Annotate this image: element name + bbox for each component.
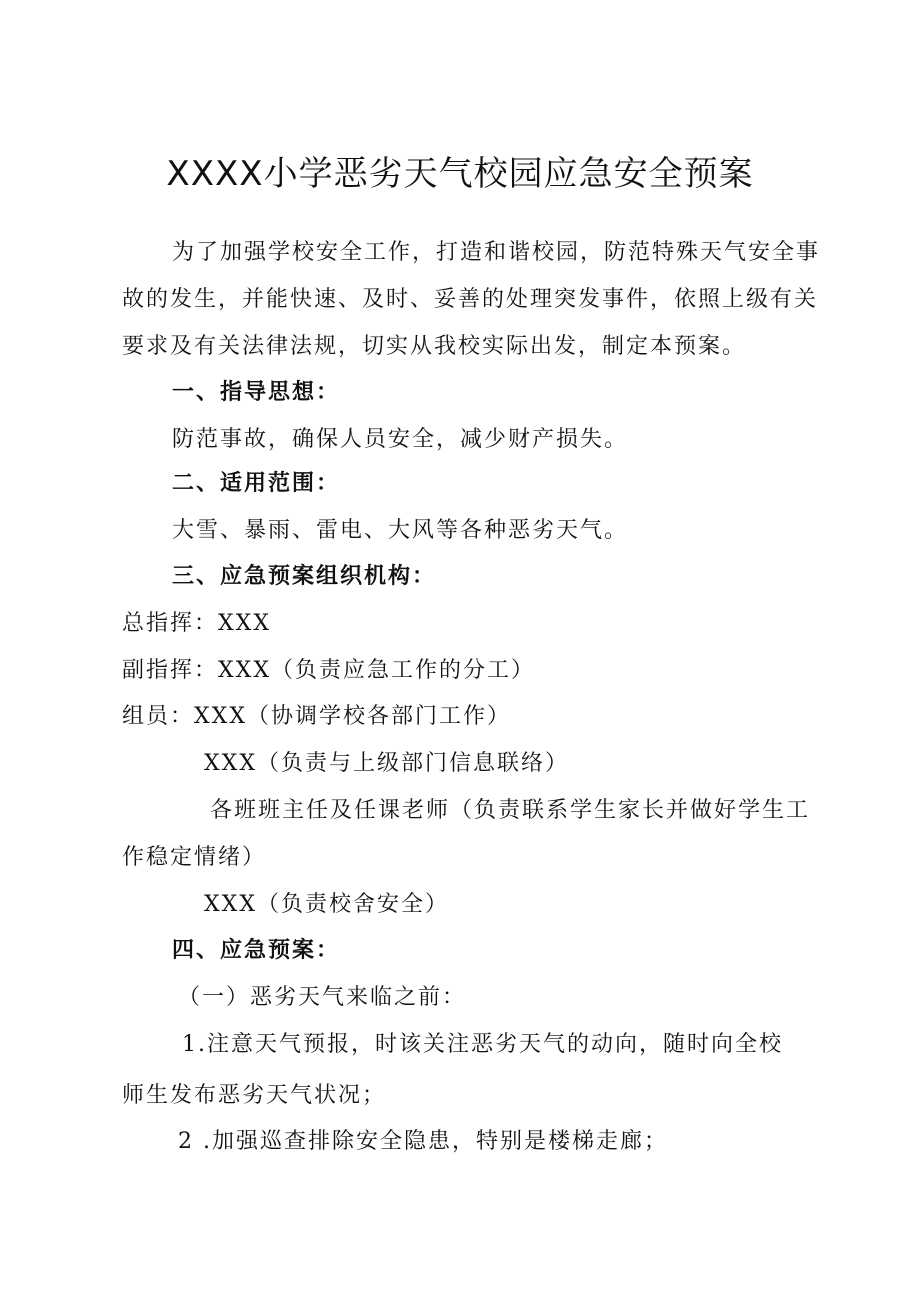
section-heading-guiding: 一、指导思想： <box>172 380 341 405</box>
section-text-guiding: 防范事故，确保人员安全，减少财产损失。 <box>172 427 629 452</box>
section-heading-plan: 四、应急预案： <box>172 938 341 963</box>
org-line-deputy: 副指挥：XXX（负责应急工作的分工） <box>122 658 535 683</box>
plan-subheading-before: （一）恶劣天气来临之前： <box>178 985 467 1010</box>
plan-item-1-cont: 师生发布恶劣天气状况； <box>122 1083 387 1108</box>
intro-line-3: 要求及有关法律法规，切实从我校实际出发，制定本预案。 <box>122 334 747 359</box>
org-line-member: 组员：XXX（协调学校各部门工作） <box>122 704 511 729</box>
org-line-commander: 总指挥：XXX <box>122 611 271 636</box>
section-heading-organization: 三、应急预案组织机构： <box>172 564 437 589</box>
org-line-building: XXX（负责校舍安全） <box>204 892 449 917</box>
org-line-teachers: 各班班主任及任课老师（负责联系学生家长并做好学生工 <box>210 798 811 823</box>
document-title: XXXX小学恶劣天气校园应急安全预案 <box>166 154 754 194</box>
intro-line-2: 故的发生，并能快速、及时、妥善的处理突发事件，依照上级有关 <box>122 287 819 312</box>
org-line-liaison: XXX（负责与上级部门信息联络） <box>204 751 569 776</box>
section-text-scope: 大雪、暴雨、雷电、大风等各种恶劣天气。 <box>172 518 629 543</box>
section-heading-scope: 二、适用范围： <box>172 471 341 496</box>
plan-item-2: 2 .加强巡查排除安全隐患，特别是楼梯走廊； <box>178 1129 668 1154</box>
intro-line-1: 为了加强学校安全工作，打造和谐校园，防范特殊天气安全事 <box>172 240 821 265</box>
org-line-teachers-cont: 作稳定情绪） <box>122 845 267 870</box>
plan-item-1: 1.注意天气预报，时该关注恶劣天气的动向，随时向全校 <box>182 1032 783 1057</box>
